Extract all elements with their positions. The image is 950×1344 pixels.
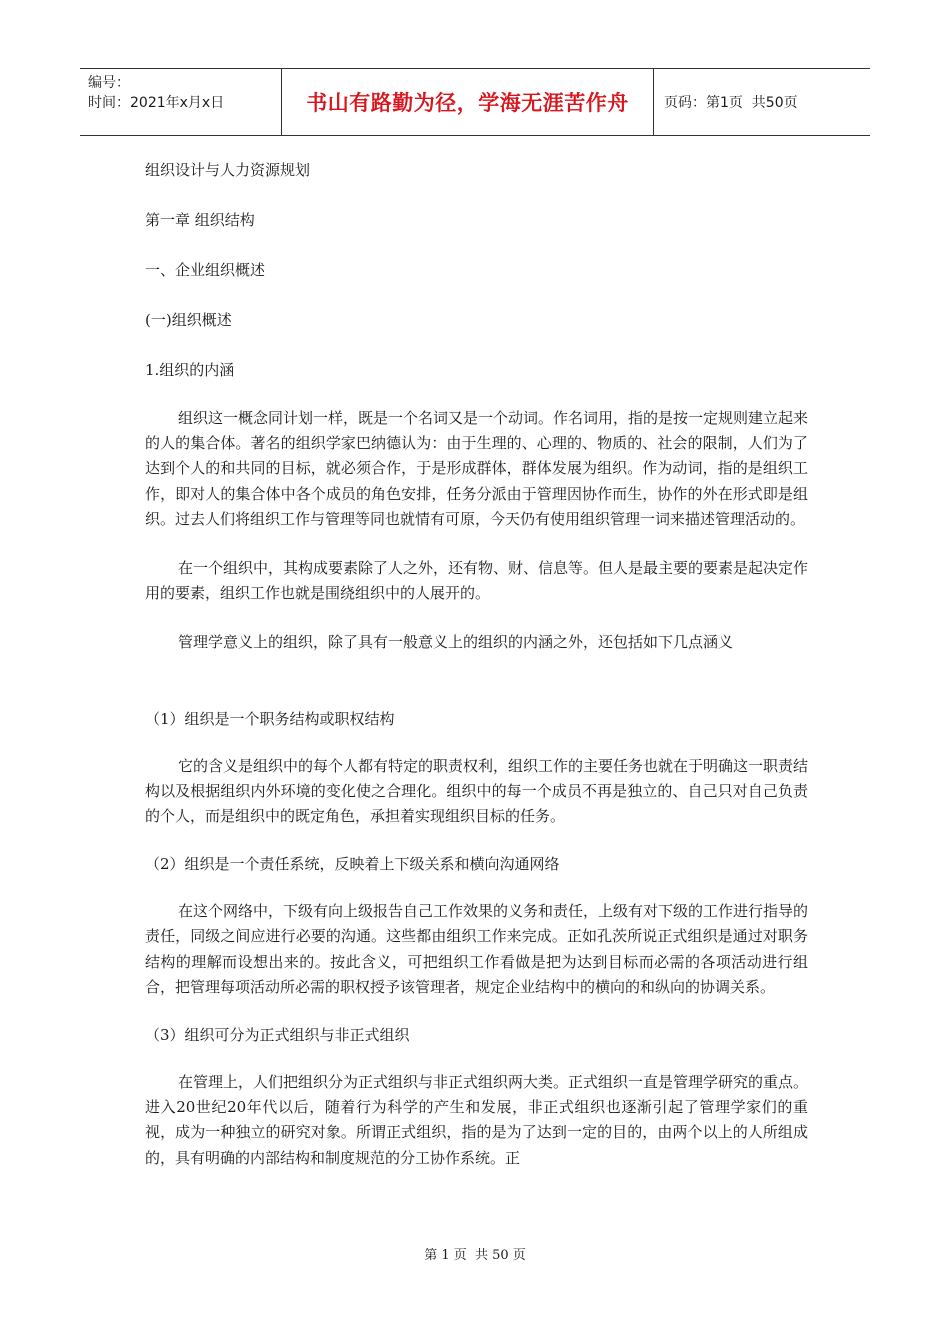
page-footer: 第 1 页 共 50 页 <box>424 1248 526 1263</box>
document-body <box>145 158 808 1171</box>
body-paragraph: 在管理上，人们把组织分为正式组织与非正式组织两大类。正式组织一直是管理学研究的重点。进入20世纪20年代以后，随着行为科学的产生和发展，非正式组织也逐渐引起了管理学家们的重视，成为一种独立的研究对象。所谓正式组织，指的是为了达到一定的目的，由两个以上的人所组成的，具有明确的内部结构和制度规范的分工协作系统。正 <box>145 1073 809 1167</box>
header-page-info-cell <box>654 69 870 135</box>
page-header <box>80 68 870 136</box>
header-meta-cell <box>80 69 282 135</box>
chapter-heading: 第一章 组织结构 <box>145 211 255 229</box>
document-title: 组织设计与人力资源规划 <box>145 161 311 179</box>
list-item-heading: （3）组织可分为正式组织与非正式组织 <box>145 1026 410 1045</box>
body-paragraph: 在一个组织中，其构成要素除了人之外，还有物、财、信息等。但人是最主要的要素是起决定作用的要素，组织工作也就是围绕组织中的人展开的。 <box>145 559 809 603</box>
paragraph-heading: 1.组织的内涵 <box>145 361 235 379</box>
header-page-info: 页码：第1页 共50页 <box>664 95 798 111</box>
document-time-label: 时间：2021年x月x日 <box>88 95 225 111</box>
section-heading: 一、企业组织概述 <box>145 261 266 279</box>
subsection-heading: (一)组织概述 <box>145 311 232 329</box>
list-item-heading: （2）组织是一个责任系统，反映着上下级关系和横向沟通网络 <box>145 855 560 874</box>
body-paragraph: 它的含义是组织中的每个人都有特定的职责权利，组织工作的主要任务也就在于明确这一职责结构以及根据组织内外环境的变化使之合理化。组织中的每一个成员不再是独立的、自己只对自己负责的个人，而是组织中的既定角色，承担着实现组织目标的任务。 <box>145 756 809 826</box>
body-paragraph: 管理学意义上的组织，除了具有一般意义上的组织的内涵之外，还包括如下几点涵义 <box>178 633 734 652</box>
header-motto: 书山有路勤为径，学海无涯苦作舟 <box>282 69 654 135</box>
list-item-heading: （1）组织是一个职务结构或职权结构 <box>145 709 395 728</box>
body-paragraph: 在这个网络中，下级有向上级报告自己工作效果的义务和责任，上级有对下级的工作进行指导的责任，同级之间应进行必要的沟通。这些都由组织工作来完成。正如孔茨所说正式组织是通过对职务结构的理解而设想出来的。按此含义，可把组织工作看做是把为达到目标而必需的各项活动进行组合，把管理每项活动所必需的职权授予该管理者，规定企业结构中的横向的和纵向的协调关系。 <box>145 902 809 996</box>
body-paragraph: 组织这一概念同计划一样，既是一个名词又是一个动词。作名词用，指的是按一定规则建立起来的人的集合体。著名的组织学家巴纳德认为：由于生理的、心理的、物质的、社会的限制，人们为了达到个人的和共同的目标，就必须合作，于是形成群体，群体发展为组织。作为动词，指的是组织工作，即对人的集合体中各个成员的角色安排，任务分派由于管理因协作而生，协作的外在形式即是组织。过去人们将组织工作与管理等同也就情有可原，今天仍有使用组织管理一词来描述管理活动的。 <box>145 409 809 528</box>
document-code-label: 编号： <box>88 75 130 91</box>
